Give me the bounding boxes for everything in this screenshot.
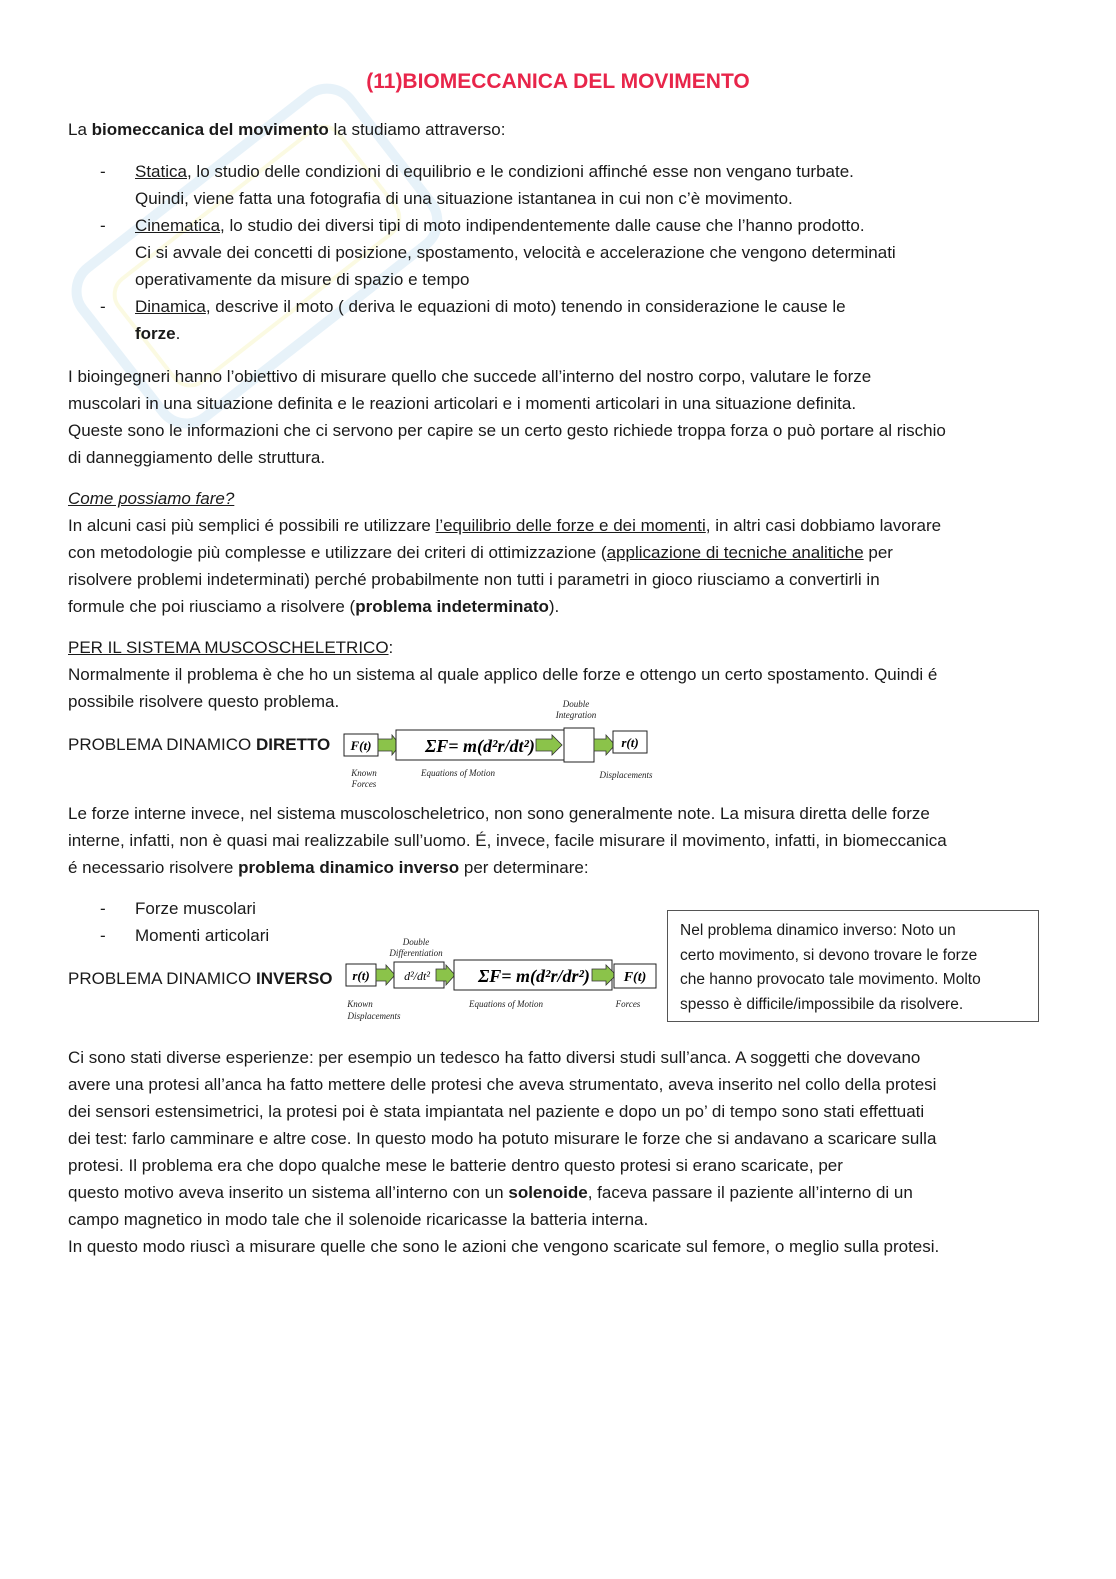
intro-line: La biomeccanica del movimento la studiamo attraverso:	[68, 120, 506, 139]
paragraph-line: Le forze interne invece, nel sistema muscoloscheletrico, non sono generalmente note. La misura diretta delle forze	[68, 804, 930, 823]
paragraph-line: dei test: farlo camminare e altre cose. In questo modo ha potuto misurare le forze che si andavano a scaricare sulla	[68, 1129, 937, 1148]
list-item: Momenti articolari	[135, 926, 270, 945]
list-dash: -	[100, 926, 106, 945]
list-dash: -	[100, 216, 106, 235]
diagram-top-label: Differentiation	[389, 948, 443, 958]
paragraph-line: avere una protesi all’anca ha fatto mettere delle protesi che aveva strumentato, aveva inserito nel collo della protesi	[68, 1075, 937, 1094]
paragraph-line: é necessario risolvere problema dinamico inverso per determinare:	[68, 858, 589, 877]
info-box-line: spesso è difficile/impossibile da risolvere.	[680, 995, 964, 1013]
paragraph-line: formule che poi riusciamo a risolvere (problema indeterminato).	[68, 597, 560, 616]
diagram-caption: Forces	[351, 779, 377, 789]
paragraph-line: possibile risolvere questo problema.	[68, 692, 340, 711]
inverse-problem-diagram	[340, 936, 662, 1026]
list-item-cinematica-cont: operativamente da misure di spazio e tempo	[135, 270, 470, 289]
diagram-caption: Known	[347, 999, 373, 1009]
inverse-problem-label: PROBLEMA DINAMICO INVERSO	[68, 969, 333, 988]
diagram-top-label: Integration	[555, 710, 597, 720]
question-heading: Come possiamo fare?	[68, 489, 235, 508]
info-box-line: che hanno provocato tale movimento. Molto	[680, 971, 981, 988]
paragraph-line: protesi. Il problema era che dopo qualche mese le batterie dentro questo protesi si erano scaricate, per	[68, 1156, 843, 1175]
diagram-caption: Equations of Motion	[421, 768, 495, 778]
paragraph-line: Ci sono stati diverse esperienze: per esempio un tedesco ha fatto diversi studi sull’anca. A soggetti che dovevano	[68, 1048, 921, 1067]
list-item-statica-cont: Quindi, viene fatta una fotografia di una situazione istantanea in cui non c’è movimento.	[135, 189, 793, 208]
paragraph-line: In alcuni casi più semplici é possibili re utilizzare l’equilibrio delle forze e dei momenti, in altri casi dobbiamo lavorare	[68, 516, 942, 535]
list-item-cinematica-cont: Ci si avvale dei concetti di posizione, spostamento, velocità e accelerazione che vengono determinati	[135, 243, 896, 262]
differentiation-label: d²/dt²	[404, 969, 430, 983]
page-title: (11)BIOMECCANICA DEL MOVIMENTO	[366, 70, 750, 93]
diagram-caption: Displacements	[599, 770, 653, 780]
paragraph-line: di danneggiamento delle struttura.	[68, 448, 326, 467]
paragraph-line: Queste sono le informazioni che ci servono per capire se un certo gesto richiede troppa forza o può portare al rischio	[68, 421, 946, 440]
equation-text: ΣF= m(d²r/dt²)	[425, 736, 535, 756]
integration-box	[564, 728, 594, 762]
list-dash: -	[100, 162, 106, 181]
arrow-icon	[594, 735, 615, 755]
diagram-top-label: Double	[402, 937, 430, 947]
info-box	[667, 910, 1039, 1022]
paragraph-line: muscolari in una situazione definita e le reazioni articolari e i momenti articolari in una situazione definita.	[68, 394, 857, 413]
paragraph-line: risolvere problemi indeterminati) perché probabilmente non tutti i parametri in gioco riusciamo a convertirli in	[68, 570, 880, 589]
list-dash: -	[100, 899, 106, 918]
paragraph-line: In questo modo riuscì a misurare quelle che sono le azioni che vengono scaricate sul femore, o meglio sulla protesi.	[68, 1237, 940, 1256]
list-dash: -	[100, 297, 106, 316]
paragraph-line: campo magnetico in modo tale che il solenoide ricaricasse la batteria interna.	[68, 1210, 649, 1229]
output-label: r(t)	[621, 735, 639, 750]
direct-problem-label: PROBLEMA DINAMICO DIRETTO	[68, 735, 331, 754]
paragraph-line: I bioingegneri hanno l’obiettivo di misurare quello che succede all’interno del nostro corpo, valutare le forze	[68, 367, 872, 386]
diagram-top-label: Double	[562, 699, 590, 709]
paragraph-line: interne, infatti, non è quasi mai realizzabile sull’uomo. É, invece, facile misurare il movimento, infatti, in biomeccanica	[68, 831, 947, 850]
equation-text: ΣF= m(d²r/dr²)	[478, 966, 590, 986]
input-label: F(t)	[350, 738, 372, 753]
input-label: r(t)	[352, 968, 370, 983]
list-item-statica: Statica, lo studio delle condizioni di equilibrio e le condizioni affinché esse non vengano turbate.	[135, 162, 854, 181]
paragraph-line: questo motivo aveva inserito un sistema all’interno con un solenoide, faceva passare il paziente all’interno di un	[68, 1183, 913, 1202]
paragraph-line: dei sensori estensimetrici, la protesi poi è stata impiantata nel paziente e dopo un po’ di tempo sono stati effettuati	[68, 1102, 925, 1121]
paragraph-line: con metodologie più complesse e utilizzare dei criteri di ottimizzazione (applicazione di tecniche analitiche per	[68, 543, 893, 562]
direct-problem-diagram	[340, 698, 660, 790]
diagram-caption: Equations of Motion	[469, 999, 543, 1009]
info-box-line: Nel problema dinamico inverso: Noto un	[680, 922, 956, 939]
diagram-caption: Forces	[615, 999, 641, 1009]
diagram-caption: Known	[351, 768, 377, 778]
diagram-caption: Displacements	[347, 1011, 401, 1021]
list-item-dinamica: Dinamica, descrive il moto ( deriva le equazioni di moto) tenendo in considerazione le cause le	[135, 297, 846, 316]
section-heading: PER IL SISTEMA MUSCOSCHELETRICO:	[68, 638, 394, 657]
paragraph-line: Normalmente il problema è che ho un sistema al quale applico delle forze e ottengo un certo spostamento. Quindi é	[68, 665, 938, 684]
list-item-cinematica: Cinematica, lo studio dei diversi tipi di moto indipendentemente dalle cause che l’hanno prodotto.	[135, 216, 865, 235]
info-box-line: certo movimento, si devono trovare le forze	[680, 946, 978, 964]
output-label: F(t)	[623, 970, 647, 985]
list-item-dinamica-cont: forze.	[135, 324, 181, 343]
list-item: Forze muscolari	[135, 899, 256, 918]
arrow-icon	[376, 965, 395, 985]
